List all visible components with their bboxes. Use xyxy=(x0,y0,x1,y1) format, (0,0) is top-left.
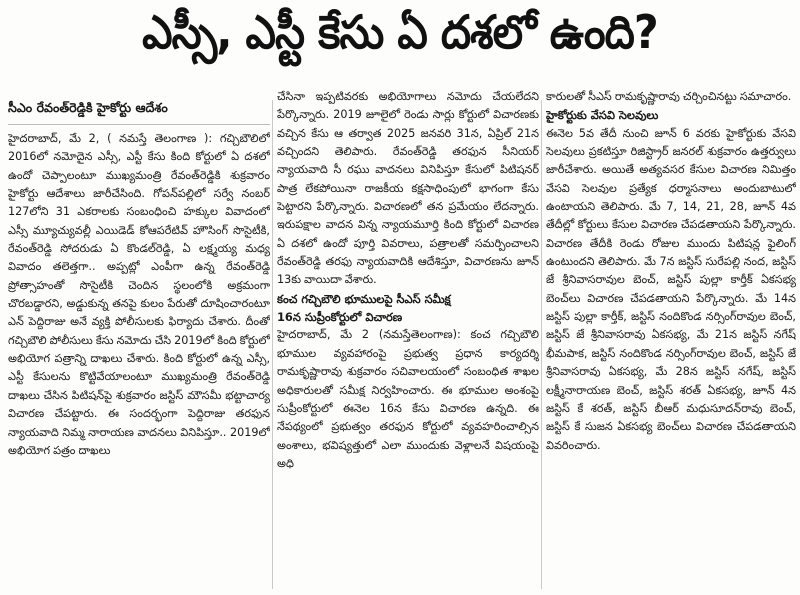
article-column-3 xyxy=(546,88,796,595)
subheading: సీఎం రేవంత్‌రెడ్డికి హైకోర్టు ఆదేశం xyxy=(8,100,168,115)
section-kicker: కంచ గచ్చిబౌలి భూములపై సీఎస్ సమీక్ష xyxy=(277,291,451,306)
article-column-1 xyxy=(8,88,270,595)
section-kicker: 16న సుప్రీంకోర్టులో విచారణ xyxy=(277,310,403,325)
body-paragraph: చేసినా ఇప్పటివరకు అభియోగాలు నమోదు చేయలేదని పేర్కొన్నారు. 2019 జూలైలో రెండు సార్లు కోర్టులో విచారణకు వచ్చిన కేసు ఆ తర్వాత 2025 జనవరి 31న, ఏప్రిల్ 21న వచ్చిందని తెలిపారు. రేవంత్‌రెడ్డి తరఫున సీనియర్ న్యాయవాది సీ రఘు వాదనలు వినిపిస్తూ కేసులో పిటిషనర్ పాత్ర లేకపోయినా రాజకీయ కక్షసాధింపులో భాగంగా కేసు పెట్టారని పేర్కొన్నారు. విచారణలో తన ప్రమేయం లేదన్నారు. ఇరుపక్షాల వాదన విన్న న్యాయమూర్తి కింది కోర్టులో విచారణ ఏ దశలో ఉందో పూర్తి వివరాలు, పత్రాలతో సమర్పించాలని రేవంత్‌రెడ్డి తరఫు న్యాయవాదికి ఆదేశిస్తూ, విచారణను జూన్ 13కు వాయిదా వేశారు. xyxy=(277,90,539,287)
body-paragraph: కారులతో సీఎస్ రామకృష్ణారావు చర్చించినట్టు సమాచారం. xyxy=(546,90,792,103)
headline: ఎస్సీ, ఎస్టీ కేసు ఏ దశలో ఉంది? xyxy=(142,5,658,59)
column-divider xyxy=(541,100,542,589)
subheading-rule xyxy=(8,124,270,125)
section-kicker: హైకోర్టుకు వేసవి సెలవులు xyxy=(546,108,659,123)
column-divider xyxy=(272,100,273,589)
article-column-2 xyxy=(277,88,539,595)
body-paragraph: ఈనెల 5వ తేదీ నుంచి జూన్ 6 వరకు హైకోర్టుకు వేసవి సెలవులు ప్రకటిస్తూ రిజిస్ట్రార్ జనరల్ శుక్రవారం ఉత్తర్వులు జారీచేశారు. అయితే అత్యవసర కేసుల విచారణ నిమిత్తం వేసవి సెలవుల ప్రత్యేక ధర్మాసనాలు అందుబాటులో ఉంటాయని తెలిపారు. మే 7, 14, 21, 28, జూన్ 4వ తేదీల్లో కోర్టులు కేసుల విచారణ చేపడతాయని పేర్కొన్నారు. విచారణ తేదీకి రెండు రోజుల ముందు పిటిషన్ల ఫైలింగ్ ఉంటుందని తెలిపారు. మే 7న జస్టిస్ సురేపల్లి నంద, జస్టిస్ జే శ్రీనివాసరావుల బెంచ్, జస్టిస్ పుల్లా కార్తీక్ ఏకసభ్య బెంచ్‌లు విచారణ చేపడతాయని పేర్కొన్నారు. మే 14న జస్టిస్ పుల్లా కార్తీక్, జస్టిస్ నందికొండ నర్సింగ్‌రావుల బెంచ్, జస్టిస్ జే శ్రీనివాసరావు ఏకసభ్య, మే 21న జస్టిస్ నగేష్ భీమపాక, జస్టిస్ నందికొండ నర్సింగ్‌రావుల బెంచ్, జస్టిస్ జే శ్రీనివాసరావు ఏకసభ్య, మే 28న జస్టిస్ నగేష్, జస్టిస్ లక్ష్మీనారాయణ బెంచ్, జస్టిస్ శరత్ ఏకసభ్య, జూన్ 4న జస్టిస్ కే శరత్, జస్టిస్ బీఆర్ మధుసూదన్‌రావు బెంచ్, జస్టిస్ కే సుజన ఏకసభ్య బెంచ్‌లు విచారణ చేపడతాయని వివరించారు. xyxy=(546,126,796,452)
body-paragraph: హైదరాబాద్, మే 2, ( నమస్తే తెలంగాణ ): గచ్చిబౌలిలో 2016లో నమోదైన ఎస్సీ, ఎస్టీ కేసు కింది కోర్టులో ఏ దశలో ఉందో చెప్పాలంటూ ముఖ్యమంత్రి రేవంత్‌రెడ్డికి శుక్రవారం హైకోర్టు ఆదేశాలు జారీచేసింది. గోపన్‌పల్లిలో సర్వే నంబర్ 127లోని 31 ఎకరాలకు సంబంధించి హక్కుల వివాదంలో ఎస్సీ మ్యూచ్యువల్లీ ఎయిడెడ్ కోఆపరేటివ్ హౌసింగ్ సొసైటీకి, రేవంత్‌రెడ్డి సోదరుడు ఏ కొండల్‌రెడ్డి, ఏ లక్ష్మయ్య మధ్య వివాదం తలెత్తగా.. అప్పట్లో ఎంపీగా ఉన్న రేవంత్‌రెడ్డి ప్రోత్సాహంతో సొసైటీకి చెందిన స్థలంలోకి అక్రమంగా చొరబడ్డారని, అడ్డుకున్న తనపై కులం పేరుతో దూషించారంటూ ఎన్ పెద్దిరాజు అనే వ్యక్తి పోలీసులకు ఫిర్యాదు చేశారు. దీంతో గచ్చిబౌలి పోలీసులు కేసు నమోదు చేసి 2019లో కింది కోర్టులో అభియోగ పత్రాన్ని దాఖలు చేశారు. కింది కోర్టులో ఉన్న ఎస్సీ, ఎస్టీ కేసులను కొట్టివేయాలంటూ ముఖ్యమంత్రి రేవంత్‌రెడ్డి దాఖలు చేసిన పిటిషన్‌పై శుక్రవారం జస్టిస్ మౌసమీ భట్టాచార్య విచారణ చేపట్టారు. ఈ సందర్భంగా పెద్దిరాజు తరఫున న్యాయవాది నిమ్మ నారాయణ వాదనలు వినిపిస్తూ.. 2019లో అభియోగ పత్రం దాఖలు xyxy=(8,132,270,457)
body-paragraph: హైదరాబాద్, మే 2 (నమస్తేతెలంగాణ): కంచ గచ్చిబౌలి భూముల వ్యవహారంపై ప్రభుత్వ ప్రధాన కార్యదర్శి రామకృష్ణారావు శుక్రవారం సచివాలయంలో సంబంధిత శాఖల అధికారులతో సమీక్ష నిర్వహించారు. ఈ భూముల అంశంపై సుప్రీంకోర్టులో ఈనెల 16న కేసు విచారణ ఉన్నది. ఈ నేపథ్యంలో ప్రభుత్వం తరఫున కోర్టులో వ్యవహరించాల్సిన అంశాలు, భవిష్యత్తులో ఎలా ముందుకు వెళ్లాలనే విషయంపై అధి xyxy=(277,328,539,470)
